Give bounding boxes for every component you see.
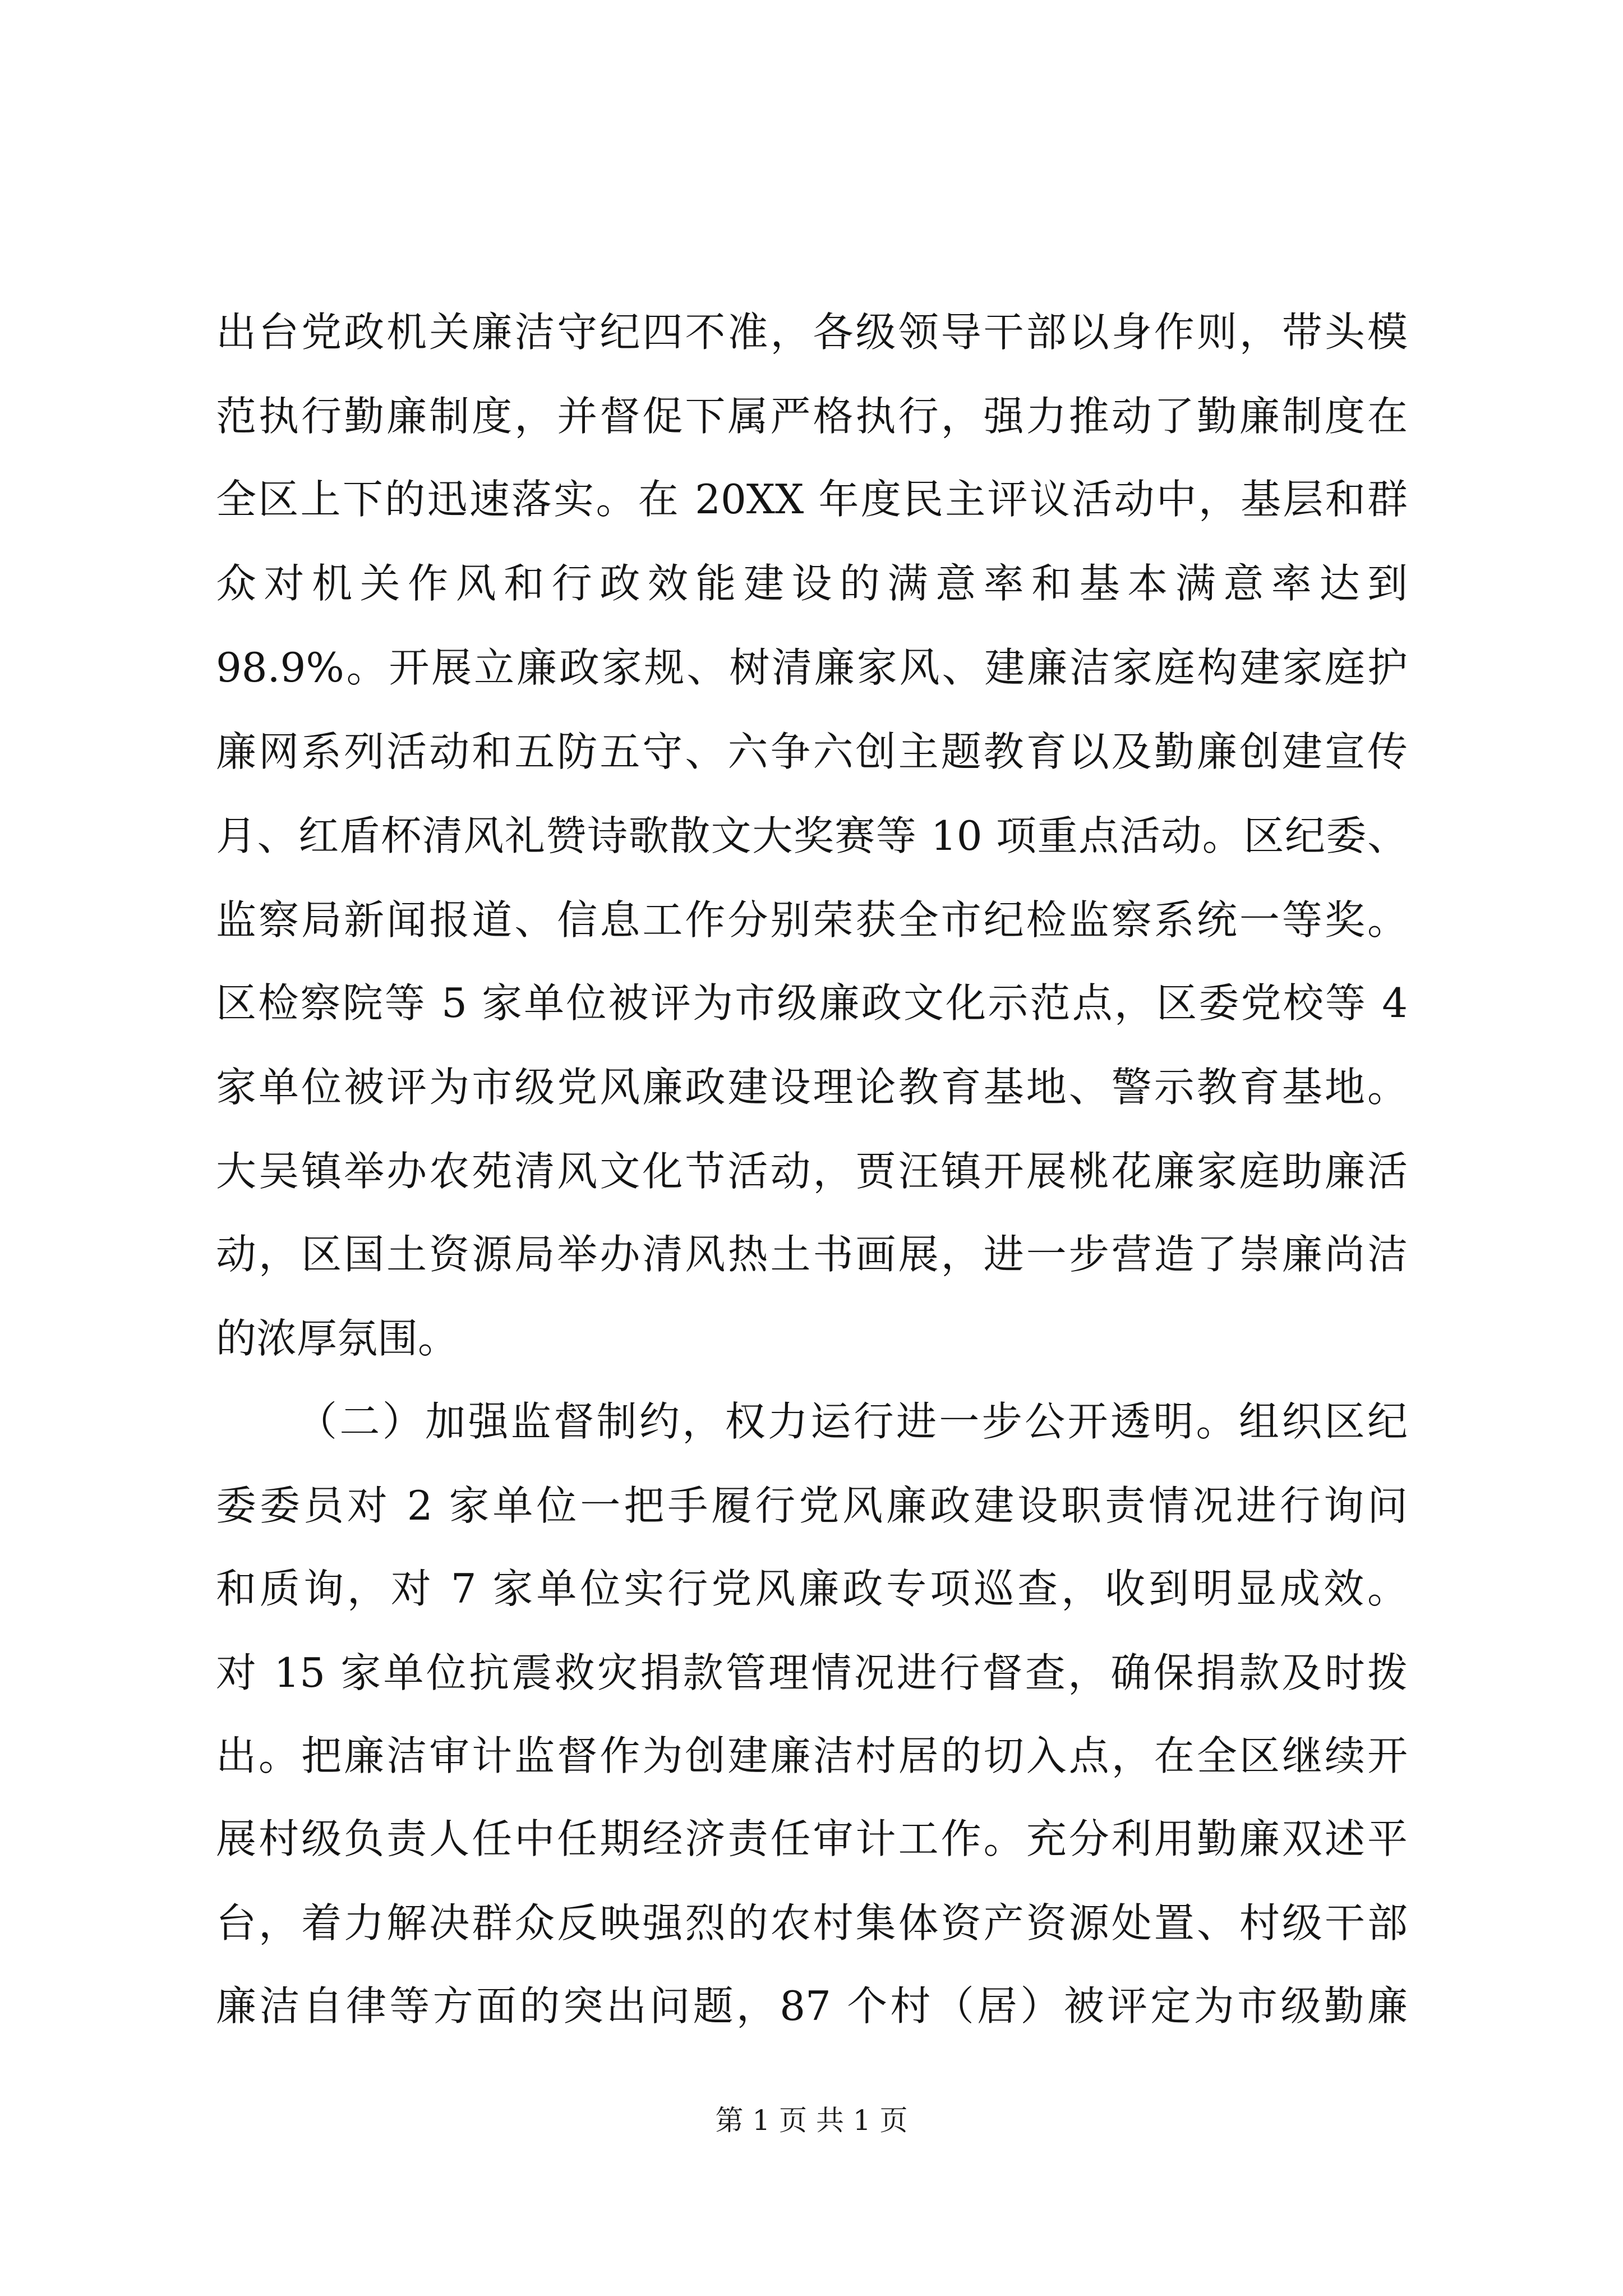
body-line-6: 廉网系列活动和五防五守、六争六创主题教育以及勤廉创建宣传: [216, 728, 1408, 775]
body-line-20: 台，着力解决群众反映强烈的农村集体资产资源处置、村级干部: [216, 1899, 1408, 1947]
body-line-4: 众对机关作风和行政效能建设的满意率和基本满意率达到: [216, 560, 1408, 607]
body-line-15: 委委员对 2 家单位一把手履行党风廉政建设职责情况进行询问: [216, 1482, 1408, 1529]
body-line-12: 动，区国土资源局举办清风热土书画展，进一步营造了崇廉尚洁: [216, 1231, 1408, 1278]
body-line-11: 大吴镇举办农苑清风文化节活动，贾汪镇开展桃花廉家庭助廉活: [216, 1148, 1408, 1195]
body-line-16: 和质询，对 7 家单位实行党风廉政专项巡查，收到明显成效。: [216, 1565, 1408, 1612]
body-line-21: 廉洁自律等方面的突出问题，87 个村（居）被评定为市级勤廉: [216, 1982, 1408, 2030]
page-number-footer: 第 1 页 共 1 页: [715, 2104, 908, 2137]
body-line-13: 的浓厚氛围。: [216, 1315, 459, 1362]
section-heading-line: （二）加强监督制约，权力运行进一步公开透明。组织区纪: [297, 1398, 1408, 1445]
body-line-19: 展村级负责人任中任期经济责任审计工作。充分利用勤廉双述平: [216, 1815, 1408, 1862]
body-line-17: 对 15 家单位抗震救灾捐款管理情况进行督查，确保捐款及时拨: [216, 1649, 1408, 1696]
body-line-8: 监察局新闻报道、信息工作分别荣获全市纪检监察系统一等奖。: [216, 896, 1408, 944]
body-line-1: 出台党政机关廉洁守纪四不准，各级领导干部以身作则，带头模: [216, 309, 1408, 356]
body-line-7: 月、红盾杯清风礼赞诗歌散文大奖赛等 10 项重点活动。区纪委、: [216, 812, 1408, 859]
body-line-3: 全区上下的迅速落实。在 20XX 年度民主评议活动中，基层和群: [216, 476, 1408, 523]
body-line-9: 区检察院等 5 家单位被评为市级廉政文化示范点，区委党校等 4: [216, 979, 1408, 1027]
body-line-10: 家单位被评为市级党风廉政建设理论教育基地、警示教育基地。: [216, 1064, 1408, 1111]
body-line-5: 98.9%。开展立廉政家规、树清廉家风、建廉洁家庭构建家庭护: [216, 644, 1408, 691]
body-line-18: 出。把廉洁审计监督作为创建廉洁村居的切入点，在全区继续开: [216, 1732, 1408, 1779]
body-line-2: 范执行勤廉制度，并督促下属严格执行，强力推动了勤廉制度在: [216, 393, 1408, 440]
